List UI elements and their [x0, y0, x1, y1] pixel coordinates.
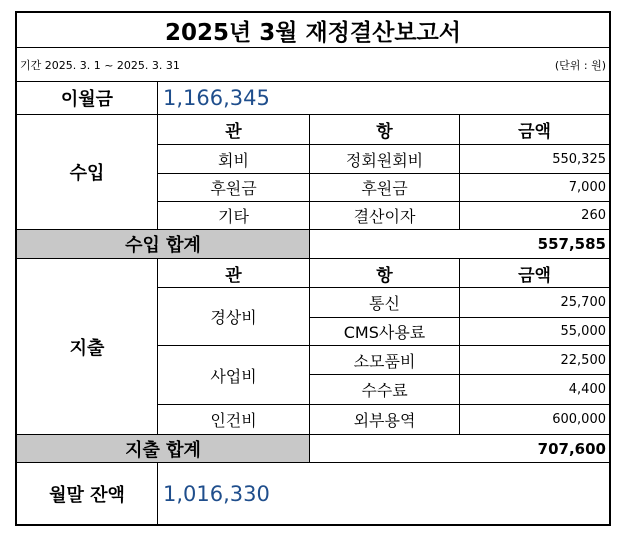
income-row-category: 기타	[218, 207, 249, 226]
income-row-item: 후원금	[361, 179, 408, 198]
report-title: 2025년 3월 재정결산보고서	[165, 19, 461, 46]
expense-row-amount: 22,500	[560, 352, 606, 368]
expense-group-category: 경상비	[210, 308, 257, 327]
income-row-amount: 550,325	[552, 151, 606, 167]
income-row-category: 회비	[218, 150, 249, 170]
income-row-item: 결산이자	[353, 207, 416, 226]
expense-row-amount: 25,700	[560, 295, 606, 310]
expense-row-item: 외부용역	[353, 411, 416, 430]
expense-header-category: 관	[225, 265, 242, 286]
expense-total-value: 707,600	[537, 439, 606, 458]
expense-row-amount: 55,000	[560, 324, 606, 339]
income-section-label: 수입	[69, 163, 105, 184]
income-row-amount: 260	[581, 208, 606, 223]
expense-row-item: CMS사용료	[343, 323, 426, 342]
income-row-item: 정회원회비	[345, 150, 424, 170]
unit-label: (단위 : 원)	[554, 58, 606, 72]
expense-total-label: 지출 합계	[125, 439, 201, 461]
expense-section-label: 지출	[69, 337, 105, 359]
closing-balance-label: 월말 잔액	[49, 484, 125, 506]
closing-balance-value: 1,016,330	[163, 481, 270, 506]
income-total-label: 수입 합계	[125, 235, 201, 256]
expense-header-item: 항	[376, 265, 393, 286]
expense-group-category: 사업비	[210, 366, 257, 386]
income-header-category: 관	[225, 122, 242, 142]
income-total-value: 557,585	[537, 235, 606, 253]
expense-row-item: 수수료	[361, 381, 408, 400]
income-row-amount: 7,000	[568, 180, 606, 195]
expense-header-amount: 금액	[518, 265, 551, 286]
expense-row-amount: 600,000	[552, 412, 606, 427]
carryover-value: 1,166,345	[163, 86, 270, 110]
expense-row-item: 소모품비	[353, 351, 416, 371]
income-header-item: 항	[376, 122, 393, 142]
expense-row-item: 통신	[369, 294, 400, 313]
finance-report	[15, 11, 611, 526]
expense-group-category: 인건비	[210, 411, 257, 430]
report-period: 기간 2025. 3. 1 ~ 2025. 3. 31	[20, 58, 180, 72]
income-header-amount: 금액	[518, 122, 551, 142]
income-row-category: 후원금	[210, 179, 257, 198]
carryover-label: 이월금	[60, 89, 114, 110]
expense-row-amount: 4,400	[568, 382, 606, 397]
